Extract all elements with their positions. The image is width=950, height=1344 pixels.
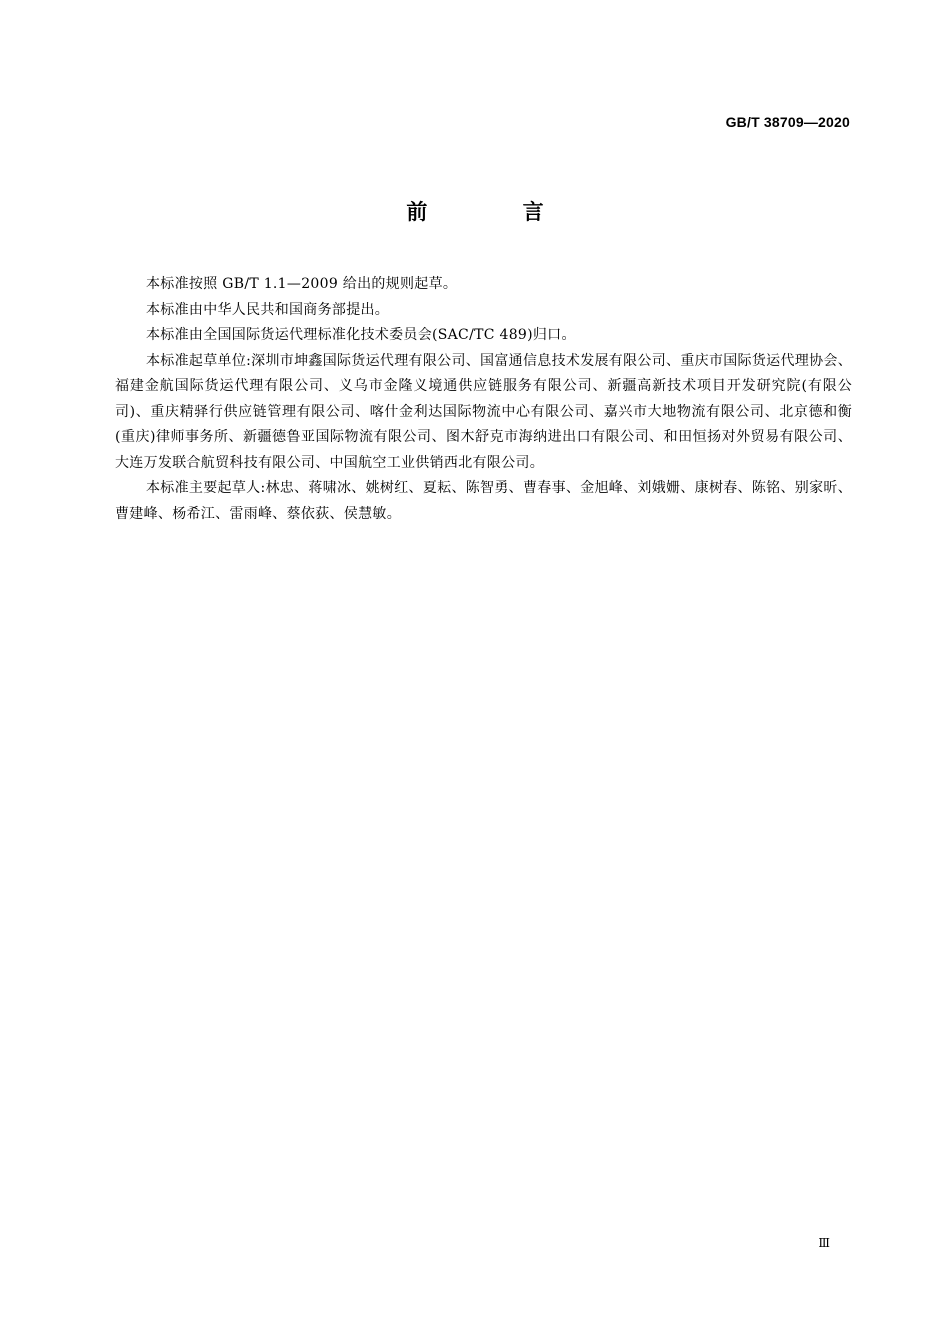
page-title: 前 言 (406, 200, 588, 224)
foreword-body (115, 272, 852, 527)
paragraph-drafters: 本标准主要起草人:林忠、蒋啸冰、姚树红、夏耘、陈智勇、曹春事、金旭峰、刘娥姗、康树春、陈铭、别家昕、曹建峰、杨希江、雷雨峰、蔡依荻、侯慧敏。 (115, 480, 852, 522)
page-number: Ⅲ (818, 1236, 830, 1250)
standard-code: GB/T 38709—2020 (725, 114, 850, 130)
paragraph-drafting-units: 本标准起草单位:深圳市坤鑫国际货运代理有限公司、国富通信息技术发展有限公司、重庆市国际货运代理协会、福建金航国际货运代理有限公司、义乌市金隆义境通供应链服务有限公司、新疆高新技术项目开发研究院(有限公司)、重庆精驿行供应链管理有限公司、喀什金利达国际物流中心有限公司、嘉兴市大地物流有限公司、北京德和衡(重庆)律师事务所、新疆德鲁亚国际物流有限公司、图木舒克市海纳进出口有限公司、和田恒扬对外贸易有限公司、大连万发联合航贸科技有限公司、中国航空工业供销西北有限公司。 (115, 352, 852, 471)
paragraph-drafting-rules: 本标准按照 GB/T 1.1—2009 给出的规则起草。 (146, 276, 458, 292)
paragraph-proposer: 本标准由中华人民共和国商务部提出。 (146, 301, 390, 318)
paragraph-committee: 本标准由全国国际货运代理标准化技术委员会(SAC/TC 489)归口。 (146, 327, 576, 343)
